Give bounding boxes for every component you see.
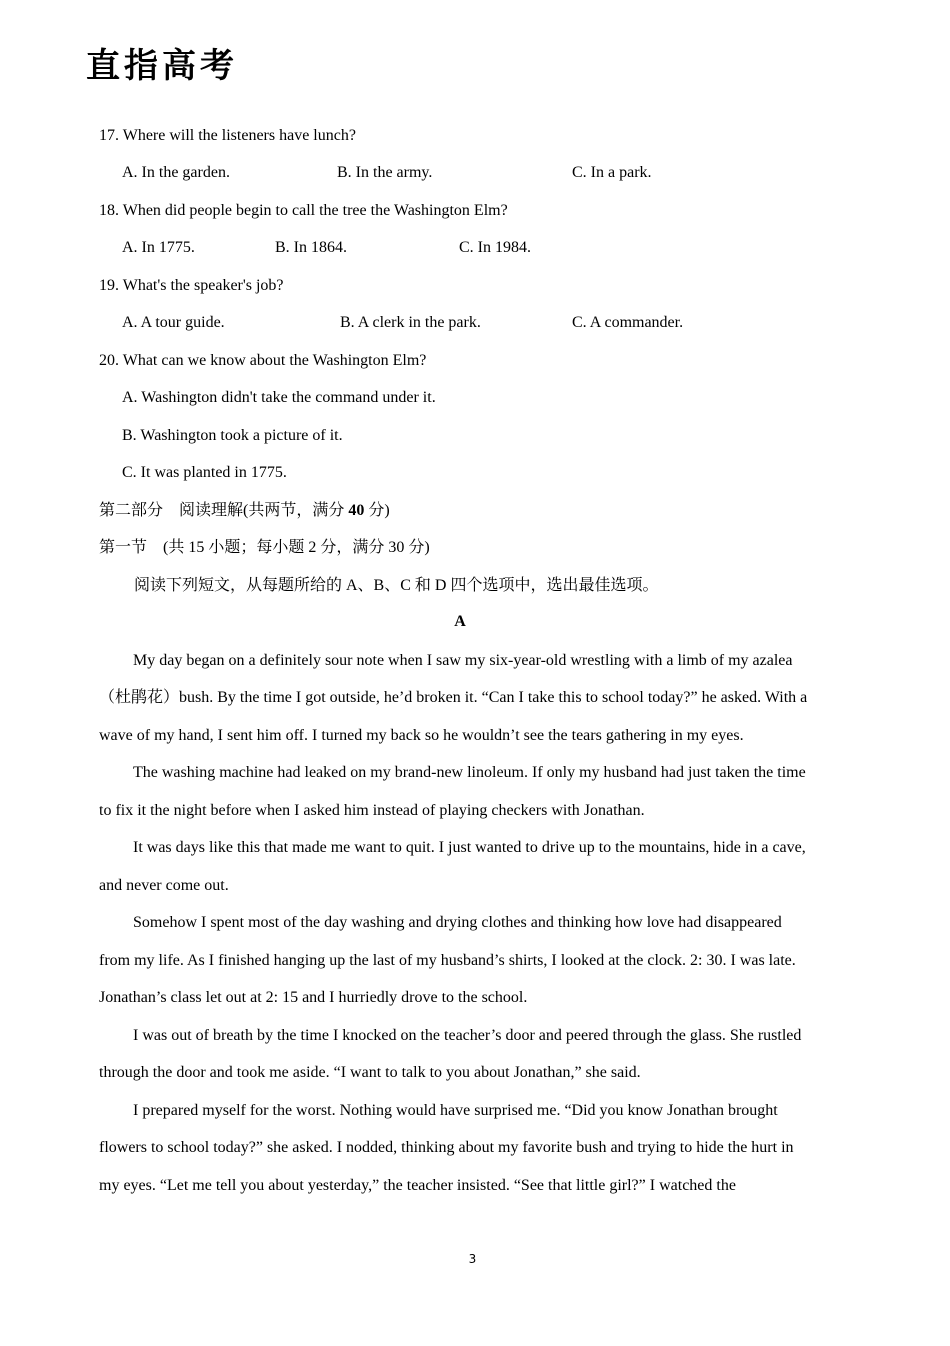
q18-option-b: B. In 1864. — [275, 239, 347, 256]
q17-option-a: A. In the garden. — [122, 164, 230, 181]
passage-line: from my life. As I finished hanging up the last of my husband’s shirts, I looked at the clock. 2: 30. I was late. — [99, 952, 796, 969]
question-19: 19. What's the speaker's job? — [99, 277, 284, 294]
passage-line: My day began on a definitely sour note when I saw my six-year-old wrestling with a limb of my azalea — [133, 652, 793, 669]
logo-text: 直指高考 — [86, 46, 238, 86]
q18-option-a: A. In 1775. — [122, 239, 195, 256]
passage-line: wave of my hand, I sent him off. I turned my back so he wouldn’t see the tears gathering in my eyes. — [99, 727, 744, 744]
passage-line: I was out of breath by the time I knocked on the teacher’s door and peered through the glass. She rustled — [133, 1027, 802, 1044]
passage-label: A — [454, 613, 466, 630]
instruction-text: 阅读下列短文，从每题所给的 A、B、C 和 D 四个选项中，选出最佳选项。 — [134, 577, 659, 594]
q18-option-c: C. In 1984. — [459, 239, 531, 256]
passage-line: I prepared myself for the worst. Nothing would have surprised me. “Did you know Jonathan brought — [133, 1102, 778, 1119]
question-20: 20. What can we know about the Washington Elm? — [99, 352, 427, 369]
question-18: 18. When did people begin to call the tree the Washington Elm? — [99, 202, 508, 219]
part-title-text: 第二部分 阅读理解(共两节，满分 — [99, 502, 349, 519]
passage-line: to fix it the night before when I asked him instead of playing checkers with Jonathan. — [99, 802, 645, 819]
passage-line: and never come out. — [99, 877, 229, 894]
q17-option-c: C. In a park. — [572, 164, 652, 181]
part-title — [99, 501, 390, 521]
passage-line: It was days like this that made me want to quit. I just wanted to drive up to the mountains, hide in a cave, — [133, 839, 806, 856]
passage-line: Somehow I spent most of the day washing and drying clothes and thinking how love had disappeared — [133, 914, 782, 931]
q17-option-b: B. In the army. — [337, 164, 433, 181]
subsection-title: 第一节 (共 15 小题；每小题 2 分，满分 30 分) — [99, 539, 430, 556]
passage-line: Jonathan’s class let out at 2: 15 and I hurriedly drove to the school. — [99, 989, 528, 1006]
q19-option-b: B. A clerk in the park. — [340, 314, 481, 331]
q19-option-a: A. A tour guide. — [122, 314, 225, 331]
part-title-end: 分) — [364, 502, 390, 519]
passage-line: The washing machine had leaked on my brand-new linoleum. If only my husband had just taken the time — [133, 764, 806, 781]
q20-option-a: A. Washington didn't take the command under it. — [122, 389, 436, 406]
passage-line: my eyes. “Let me tell you about yesterday,” the teacher insisted. “See that little girl?” I watched the — [99, 1177, 736, 1194]
part-title-score: 40 — [348, 502, 365, 519]
passage-line: flowers to school today?” she asked. I nodded, thinking about my favorite bush and trying to hide the hurt in — [99, 1139, 794, 1156]
passage-line: through the door and took me aside. “I want to talk to you about Jonathan,” she said. — [99, 1064, 641, 1081]
question-17: 17. Where will the listeners have lunch? — [99, 127, 356, 144]
passage-line: （杜鹃花）bush. By the time I got outside, he’d broken it. “Can I take this to school today?” he asked. With a — [99, 689, 808, 706]
q20-option-c: C. It was planted in 1775. — [122, 464, 287, 481]
page-number: 3 — [468, 1252, 477, 1266]
q19-option-c: C. A commander. — [572, 314, 684, 331]
q20-option-b: B. Washington took a picture of it. — [122, 427, 343, 444]
